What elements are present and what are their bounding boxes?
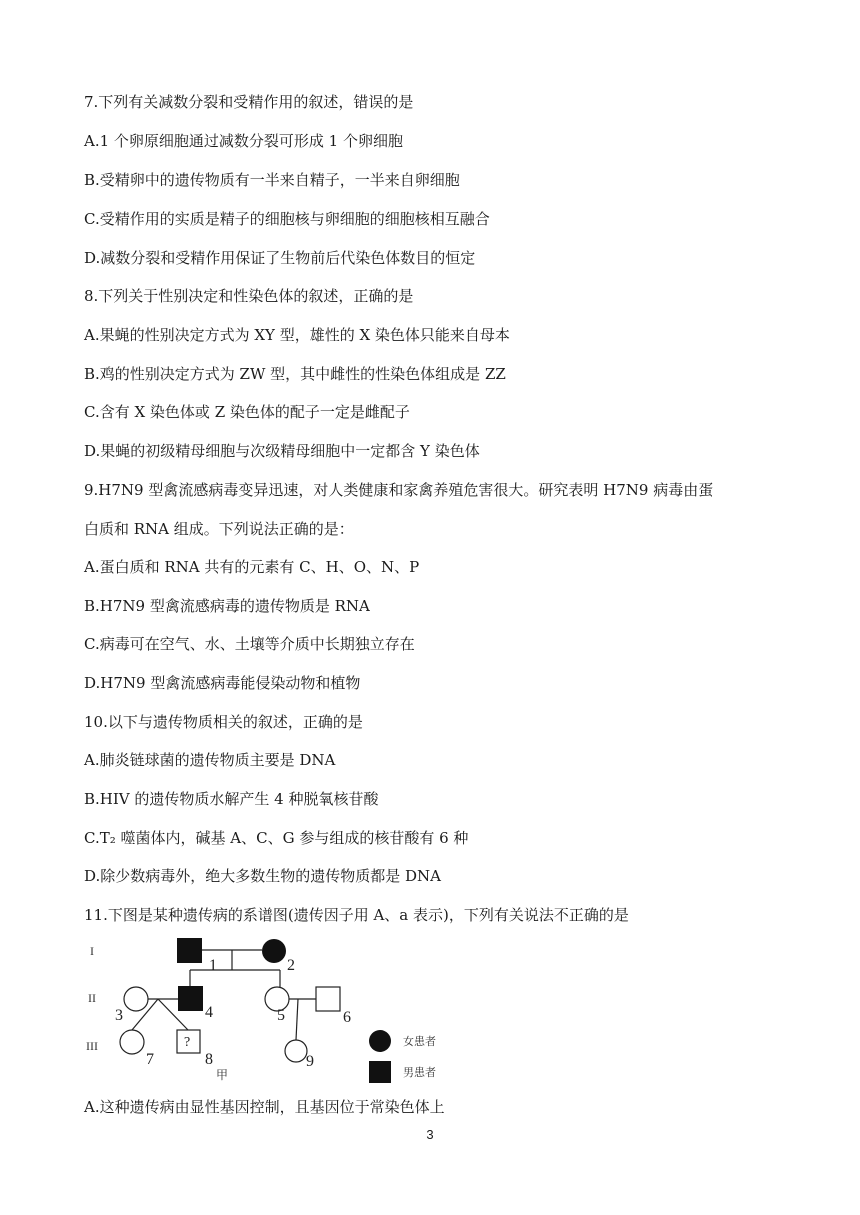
question-10-option-b: B.HIV 的遗传物质水解产生 4 种脱氧核苷酸 xyxy=(84,790,379,808)
legend-female-symbol xyxy=(369,1030,391,1052)
question-11-option-a: A.这种遗传病由显性基因控制，且基因位于常染色体上 xyxy=(84,1098,445,1116)
question-9-option-b: B.H7N9 型禽流感病毒的遗传物质是 RNA xyxy=(84,597,370,615)
page-number: 3 xyxy=(426,1127,434,1142)
question-9-stem-line-2: 白质和 RNA 组成。下列说法正确的是： xyxy=(84,520,354,538)
figure-label: 甲 xyxy=(216,1068,229,1082)
label-6: 6 xyxy=(343,1009,351,1026)
generation-label-i: I xyxy=(90,944,94,958)
generation-label-ii: II xyxy=(88,991,96,1005)
question-10-stem: 10.以下与遗传物质相关的叙述，正确的是 xyxy=(84,713,363,731)
individual-9-female xyxy=(285,1040,307,1062)
question-7-option-d: D.减数分裂和受精作用保证了生物前后代染色体数目的恒定 xyxy=(84,249,476,267)
pedigree-chart xyxy=(86,930,480,1085)
question-10-option-d: D.除少数病毒外，绝大多数生物的遗传物质都是 DNA xyxy=(84,867,442,885)
question-9-option-d: D.H7N9 型禽流感病毒能侵染动物和植物 xyxy=(84,674,361,692)
label-1: 1 xyxy=(209,957,217,974)
generation-label-iii: III xyxy=(86,1039,98,1053)
label-2: 2 xyxy=(287,957,295,974)
question-9-option-c: C.病毒可在空气、水、土壤等介质中长期独立存在 xyxy=(84,635,415,653)
question-10-option-c: C.T₂ 噬菌体内，碱基 A、C、G 参与组成的核苷酸有 6 种 xyxy=(84,829,469,847)
question-8-option-d: D.果蝇的初级精母细胞与次级精母细胞中一定都含 Y 染色体 xyxy=(84,442,480,460)
label-3: 3 xyxy=(115,1007,123,1024)
question-11-stem: 11.下图是某种遗传病的系谱图(遗传因子用 A、a 表示)，下列有关说法不正确的是 xyxy=(84,906,629,924)
descent-line-9 xyxy=(296,999,298,1040)
individual-1-affected-male xyxy=(177,938,202,963)
legend-female-label: 女患者 xyxy=(403,1035,436,1048)
question-10-option-a: A.肺炎链球菌的遗传物质主要是 DNA xyxy=(84,751,336,769)
question-8-option-b: B.鸡的性别决定方式为 ZW 型，其中雌性的性染色体组成是 ZZ xyxy=(84,365,506,383)
label-5: 5 xyxy=(277,1007,285,1024)
question-7-option-b: B.受精卵中的遗传物质有一半来自精子，一半来自卵细胞 xyxy=(84,171,460,189)
label-7: 7 xyxy=(146,1051,154,1068)
question-7-option-a: A.1 个卵原细胞通过减数分裂可形成 1 个卵细胞 xyxy=(84,132,403,150)
individual-6-male xyxy=(316,987,340,1011)
individual-3-female xyxy=(124,987,148,1011)
question-9-option-a: A.蛋白质和 RNA 共有的元素有 C、H、O、N、P xyxy=(84,558,420,576)
question-7-stem: 7.下列有关减数分裂和受精作用的叙述，错误的是 xyxy=(84,93,414,111)
label-9: 9 xyxy=(306,1053,314,1070)
individual-7-female xyxy=(120,1030,144,1054)
question-9-stem-line-1: 9.H7N9 型禽流感病毒变异迅速，对人类健康和家禽养殖危害很大。研究表明 H7N9 病毒由蛋 xyxy=(84,481,714,499)
question-8-stem: 8.下列关于性别决定和性染色体的叙述，正确的是 xyxy=(84,287,414,305)
individual-2-affected-female xyxy=(262,939,286,963)
individual-4-affected-male xyxy=(178,986,203,1011)
legend-male-symbol xyxy=(369,1061,391,1083)
label-8: 8 xyxy=(205,1051,213,1068)
question-8-option-c: C.含有 X 染色体或 Z 染色体的配子一定是雌配子 xyxy=(84,403,410,421)
question-8-option-a: A.果蝇的性别决定方式为 XY 型，雄性的 X 染色体只能来自母本 xyxy=(84,326,510,344)
unknown-mark: ? xyxy=(184,1035,191,1050)
question-7-option-c: C.受精作用的实质是精子的细胞核与卵细胞的细胞核相互融合 xyxy=(84,210,490,228)
legend-male-label: 男患者 xyxy=(403,1066,436,1079)
label-4: 4 xyxy=(205,1004,213,1021)
